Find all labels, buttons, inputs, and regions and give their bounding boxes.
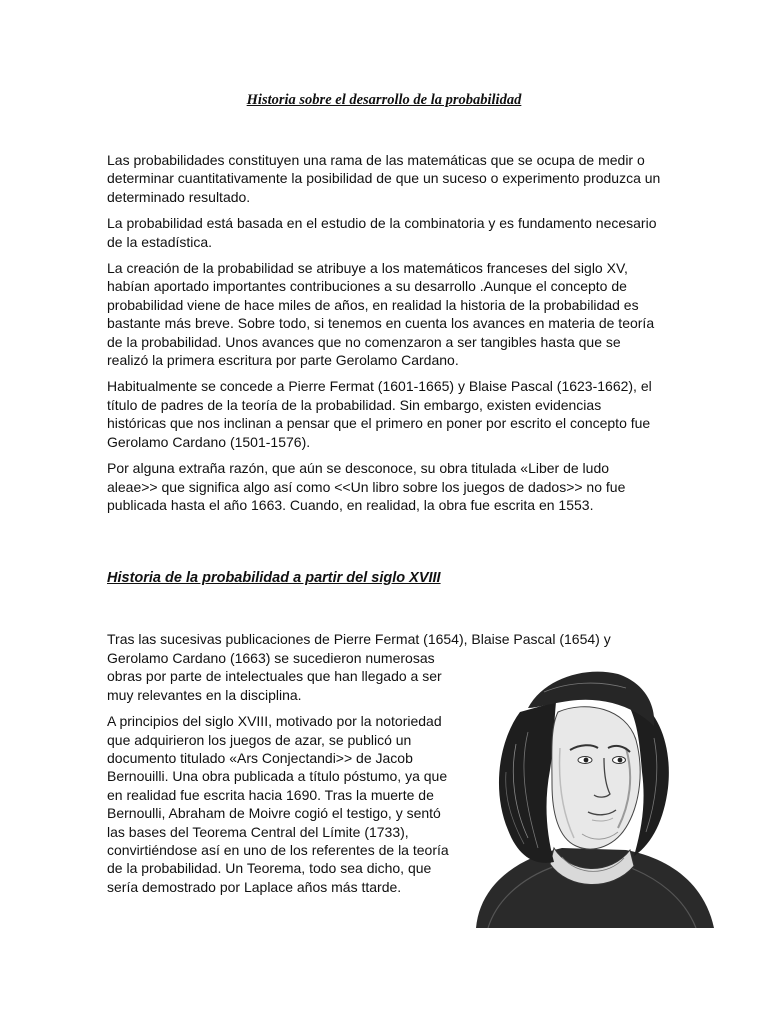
section-lead-paragraph: Gerolamo Cardano (1663) se sucedieron numerosas obras por parte de intelectuales que han llegado a ser muy relevantes en la disciplina. <box>107 650 442 703</box>
section-heading: Historia de la probabilidad a partir del siglo XVIII <box>107 570 441 586</box>
document-title: Historia sobre el desarrollo de la probabilidad <box>246 92 522 108</box>
section-lead-first-line: Tras las sucesivas publicaciones de Pierre Fermat (1654), Blaise Pascal (1654) y <box>107 631 611 647</box>
paragraph-1: Las probabilidades constituyen una rama de las matemáticas que se ocupa de medir o determinar cuantitativamente la posibilidad de que un suceso o experimento produzca un determinado resultado. <box>107 152 661 205</box>
intro-section <box>107 151 662 522</box>
paragraph-5: Por alguna extraña razón, que aún se desconoce, su obra titulada «Liber de ludo aleae>> que significa algo así como <<Un libro sobre los juegos de dados>> no fue publicada hasta el año 1663. Cuando, en realidad, la obra fue escrita en 1553. <box>107 460 626 513</box>
paragraph-4: Habitualmente se concede a Pierre Fermat (1601-1665) y Blaise Pascal (1623-1662), el título de padres de la teoría de la probabilidad. Sin embargo, existen evidencias históricas que nos inclinan a pensar que el primero en poner por escrito el concepto fue Gerolamo Cardano (1501-1576). <box>107 378 652 450</box>
portrait-engraving-icon <box>458 652 722 928</box>
section-paragraph: A principios del siglo XVIII, motivado por la notoriedad que adquirieron los juegos de azar, se publicó un documento titulado «Ars Conjectandi>> de Jacob Bernouilli. Una obra publicada a título póstumo, ya que en realidad fue escrita hacia 1690. Tras la muerte de Bernoulli, Abraham de Moivre cogió el testigo, y sentó las bases del Teorema Central del Límite (1733), convirtiéndose así en uno de los referentes de la teoría de la probabilidad. Un Teorema, todo sea dicho, que sería demostrado por Laplace años más ttarde. <box>107 713 449 895</box>
paragraph-3: La creación de la probabilidad se atribuye a los matemáticos franceses del siglo XV, habían aportado importantes contribuciones a su desarrollo .Aunque el concepto de probabilidad viene de hace miles de años, en realidad la historia de la probabilidad es bastante más breve. Sobre todo, si tenemos en cuenta los avances en materia de teoría de la probabilidad. Unos avances que no comenzaron a ser tangibles hasta que se realizó la primera escritura por parte Gerolamo Cardano. <box>107 260 655 369</box>
section-lead <box>107 630 662 649</box>
section-body <box>107 649 452 904</box>
paragraph-2: La probabilidad está basada en el estudio de la combinatoria y es fundamento necesario de la estadística. <box>107 215 657 250</box>
